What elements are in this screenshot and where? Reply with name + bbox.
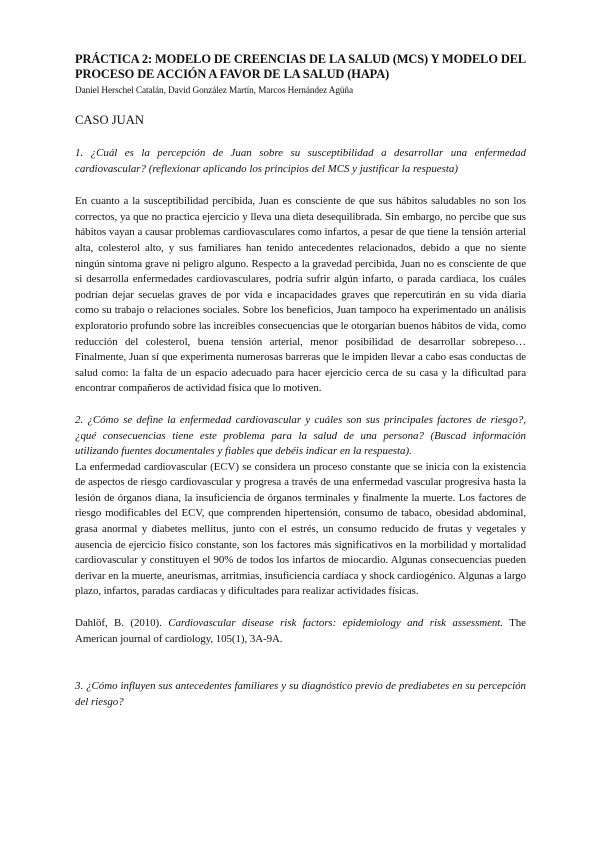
document-authors: Daniel Herschel Catalán, David González Martín, Marcos Hernández Agüña [75,86,353,96]
reference-authors: Dahlöf, B. (2010). [75,617,162,630]
document-title: PRÁCTICA 2: MODELO DE CREENCIAS DE LA SALUD (MCS) Y MODELO DEL PROCESO DE ACCIÓN A FAVOR DE LA SALUD (HAPA) [75,52,526,81]
case-heading: CASO JUAN [75,113,144,127]
reference [75,616,526,647]
answer-1: En cuanto a la susceptibilidad percibida, Juan es consciente de que sus hábitos saludables no son los correctos, ya que no practica ejercicio y lleva una dieta desequilibrada. Sin embargo, no percibe que sus hábitos vayan a causar problemas cardiovasculares como infartos, a pesar de que tiene la tensión arterial alta, colesterol alto, y sus familiares han tenido antecedentes relacionados, debido a que no siente ningún síntoma grave ni peligro alguno. Respecto a la gravedad percibida, Juan no es consciente de que si desarrolla enfermedades cardiovasculares, podría sufrir algún infarto, o parada cardiaca, los cuáles podrían dejar secuelas graves de por vida e incapacidades graves que repercutirán en su vida diaria como su trabajo o relaciones sociales. Sobre los beneficios, Juan tampoco ha experimentado un análisis exploratorio profundo sobre las increíbles consecuencias que le otorgarían buenos hábitos de vida, como reducción del colesterol, buena tensión arterial, menor posibilidad de desarrollar sobrepeso… Finalmente, Juan sí que experimenta numerosas barreras que le impiden llevar a cabo esas conductas de salud como: la falta de un espacio adecuado para hacer ejercicio cerca de su casa y la dificultad para encontrar compañeros de actividad física que lo motiven. [75,195,526,395]
reference-title: Cardiovascular disease risk factors: epidemiology and risk assessment. [168,617,503,630]
reference-source: The American journal of cardiology, 105(1), 3A-9A. [75,617,526,645]
answer-2: La enfermedad cardiovascular (ECV) se considera un proceso constante que se inicia con la existencia de aspectos de riesgo cardiovascular y progresa a través de una enfermedad vascular progresiva hasta la lesión de órganos diana, la insuficiencia de órganos terminales y finalmente la muerte. Los factores de riesgo modificables del ECV, que comprenden hipertensión, consumo de tabaco, obesidad abdominal, grasa anormal y diabetes mellitus, junto con el estrés, un consumo reducido de frutas y vegetales y ausencia de ejercicio físico constante, son los factores más significativos en la morbilidad y mortalidad cardiovascular y constituyen el 90% de todos los infartos de miocardio. Algunas consecuencias pueden derivar en la muerte, aneurismas, arritmias, insuficiencia cardíaca y shock cardiogénico. Algunas a largo plazo, infartos, paradas cardiacas y dificultades para realizar actividades físicas. [75,460,526,598]
question-1: 1. ¿Cuál es la percepción de Juan sobre su susceptibilidad a desarrollar una enfermedad cardiovascular? (reflexionar aplicando los principios del MCS y justificar la respuesta) [75,147,526,175]
document-page [75,52,526,710]
question-3: 3. ¿Cómo influyen sus antecedentes familiares y su diagnóstico previo de prediabetes en su percepción del riesgo? [75,680,526,708]
question-2: 2. ¿Cómo se define la enfermedad cardiovascular y cuáles son sus principales factores de riesgo?, ¿qué consecuencias tiene este problema para la salud de una persona? (Buscad información utilizando fuentes documentales y fiables que debéis indicar en la respuesta). [75,413,526,458]
